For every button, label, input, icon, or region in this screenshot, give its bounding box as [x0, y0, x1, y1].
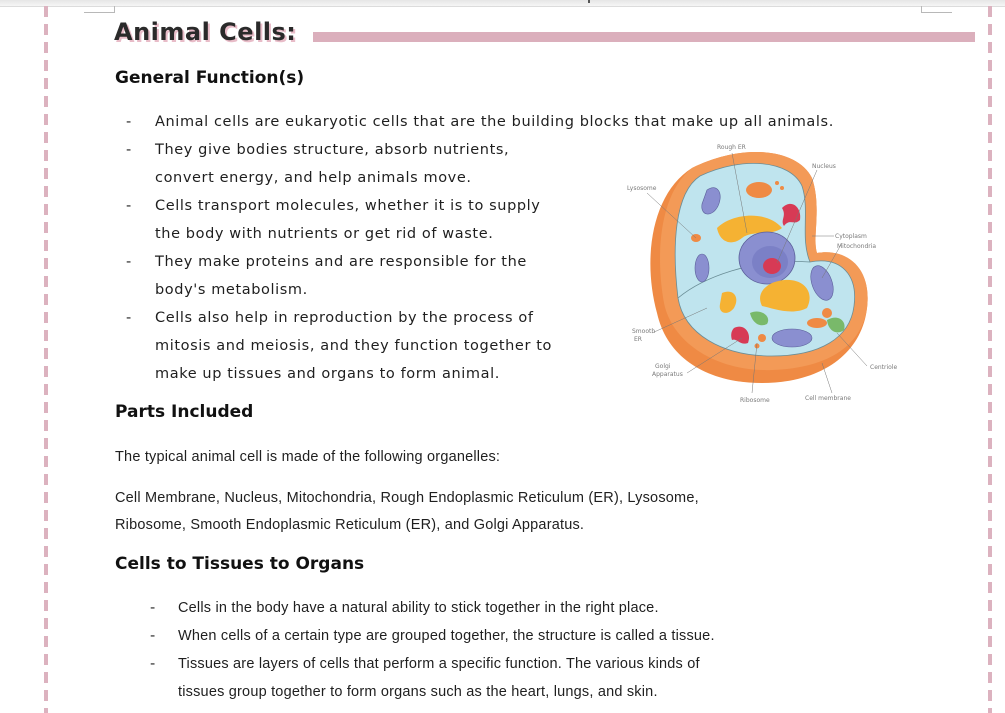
list-item-continuation: tissues group together to form organs such as the heart, lungs, and skin.: [178, 684, 658, 700]
section-heading-parts-included: Parts Included: [115, 402, 254, 422]
list-bullet: -: [126, 142, 132, 158]
margin-corner-mark-left: [84, 6, 115, 13]
list-item: They give bodies structure, absorb nutrients,: [155, 142, 510, 158]
page-top-edge: [0, 0, 1005, 7]
list-item: When cells of a certain type are grouped together, the structure is called a tissue.: [178, 628, 715, 644]
label-cytoplasm: Cytoplasm: [835, 233, 867, 240]
list-bullet: -: [150, 628, 156, 644]
list-item-continuation: convert energy, and help animals move.: [155, 170, 472, 186]
list-bullet: -: [126, 114, 132, 130]
label-smooth-er-1: Smooth: [632, 328, 656, 335]
label-centriole: Centriole: [870, 364, 898, 371]
organelle-list-line-2: Ribosome, Smooth Endoplasmic Reticulum (ER), and Golgi Apparatus.: [115, 517, 585, 533]
list-bullet: -: [150, 656, 156, 672]
label-mitochondria: Mitochondria: [837, 243, 877, 250]
list-item-continuation: mitosis and meiosis, and they function together to: [155, 338, 552, 354]
list-item: Cells transport molecules, whether it is to supply: [155, 198, 541, 214]
title-row: [114, 18, 974, 52]
page-title: Animal Cells:: [114, 18, 297, 46]
label-cell-membrane: Cell membrane: [805, 395, 851, 402]
label-lysosome: Lysosome: [627, 185, 657, 192]
list-item: Tissues are layers of cells that perform a specific function. The various kinds of: [178, 656, 700, 672]
section-heading-general-functions: General Function(s): [115, 68, 305, 88]
list-item: Cells also help in reproduction by the process of: [155, 310, 534, 326]
animal-cell-diagram: [622, 138, 912, 408]
dashed-page-border-right: [988, 6, 992, 713]
label-ribosome: Ribosome: [740, 397, 770, 404]
label-golgi-2: Apparatus: [652, 371, 683, 378]
label-smooth-er-2: ER: [634, 336, 642, 343]
margin-corner-mark-right: [921, 6, 952, 13]
list-item: Cells in the body have a natural ability to stick together in the right place.: [178, 600, 659, 616]
section-heading-cells-tissues-organs: Cells to Tissues to Organs: [115, 554, 365, 574]
label-rough-er: Rough ER: [717, 144, 746, 151]
label-nucleus: Nucleus: [812, 163, 836, 170]
list-item-continuation: the body with nutrients or get rid of waste.: [155, 226, 494, 242]
title-underline-rule: [313, 32, 975, 42]
label-golgi-1: Golgi: [655, 363, 671, 370]
list-item-continuation: make up tissues and organs to form animal.: [155, 366, 500, 382]
list-bullet: -: [150, 600, 156, 616]
list-item: Animal cells are eukaryotic cells that are the building blocks that make up all animals.: [155, 114, 834, 130]
list-bullet: -: [126, 198, 132, 214]
list-item-continuation: body's metabolism.: [155, 282, 308, 298]
ruler-tick: [588, 0, 590, 3]
list-item: They make proteins and are responsible for the: [155, 254, 527, 270]
parts-intro: The typical animal cell is made of the following organelles:: [115, 449, 501, 465]
dashed-page-border-left: [44, 6, 48, 713]
list-bullet: -: [126, 254, 132, 270]
organelle-list-line-1: Cell Membrane, Nucleus, Mitochondria, Rough Endoplasmic Reticulum (ER), Lysosome,: [115, 490, 699, 506]
list-bullet: -: [126, 310, 132, 326]
